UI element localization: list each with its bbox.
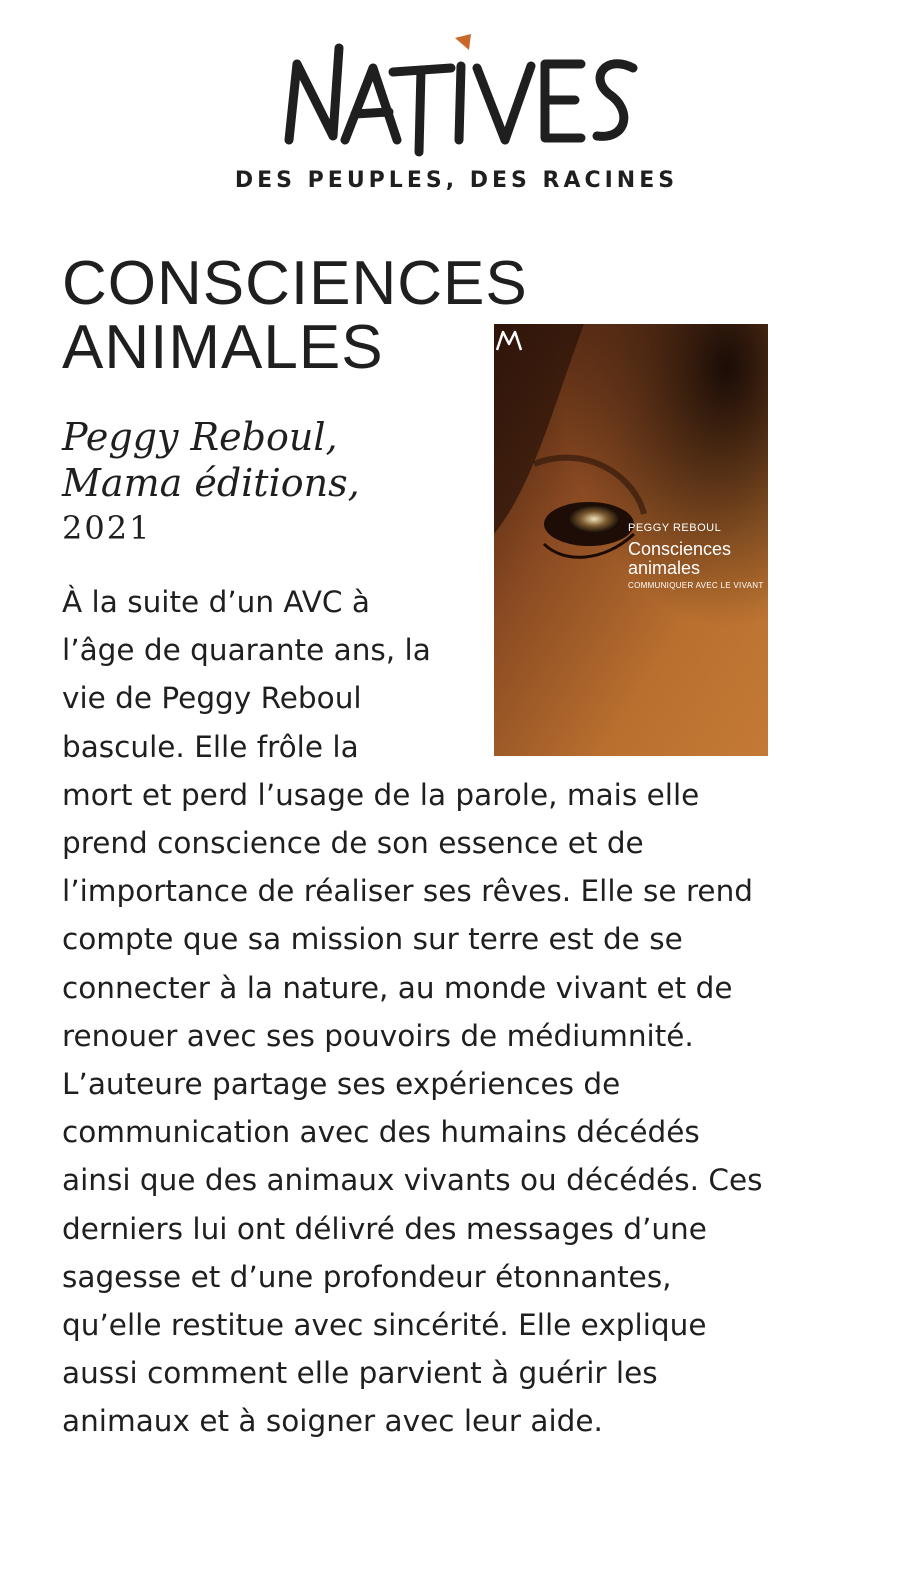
publication-year: 2021 xyxy=(62,509,152,547)
book-cover xyxy=(494,324,768,756)
title-line-2: ANIMALES xyxy=(62,313,384,382)
cover-subtitle: COMMUNIQUER AVEC LE VIVANT xyxy=(628,581,764,590)
cover-title-1: Consciences xyxy=(628,539,732,559)
book-author: Peggy Reboul, xyxy=(62,415,338,459)
natives-wordmark xyxy=(275,28,645,158)
title-line-1: CONSCIENCES xyxy=(62,249,528,318)
book-meta xyxy=(62,414,360,550)
logo-tagline: DES PEUPLES, DES RACINES xyxy=(234,168,679,193)
cover-author: PEGGY REBOUL xyxy=(628,522,722,534)
accent-mark xyxy=(455,34,471,50)
article-title xyxy=(62,249,528,382)
natives-logo xyxy=(0,28,913,208)
cover-title-2: animales xyxy=(628,558,701,578)
cover-text xyxy=(628,522,764,590)
article-body-text: À la suite d’un AVC à l’âge de quarante ans, la vie de Peggy Reboul bascule. Elle frôle la mort et perd l’usage de la parole, mais elle prend conscience de son essence et de l’importance de réaliser ses rêves. Elle se rend compte que sa mission sur terre est de se connecter à la nature, au monde vivant et de renouer avec ses pouvoirs de médiumnité. L’auteure partage ses expériences de communication avec des humains décédés ainsi que des animaux vivants ou décédés. Ces derniers lui ont délivré des messages d’une sagesse et d’une profondeur étonnantes, qu’elle restitue avec sincérité. Elle explique aussi comment elle parvient à guérir les animaux et à soigner avec leur aide. xyxy=(62,585,763,1439)
publisher-logo-icon xyxy=(494,324,524,354)
book-publisher: Mama éditions, xyxy=(62,461,360,505)
